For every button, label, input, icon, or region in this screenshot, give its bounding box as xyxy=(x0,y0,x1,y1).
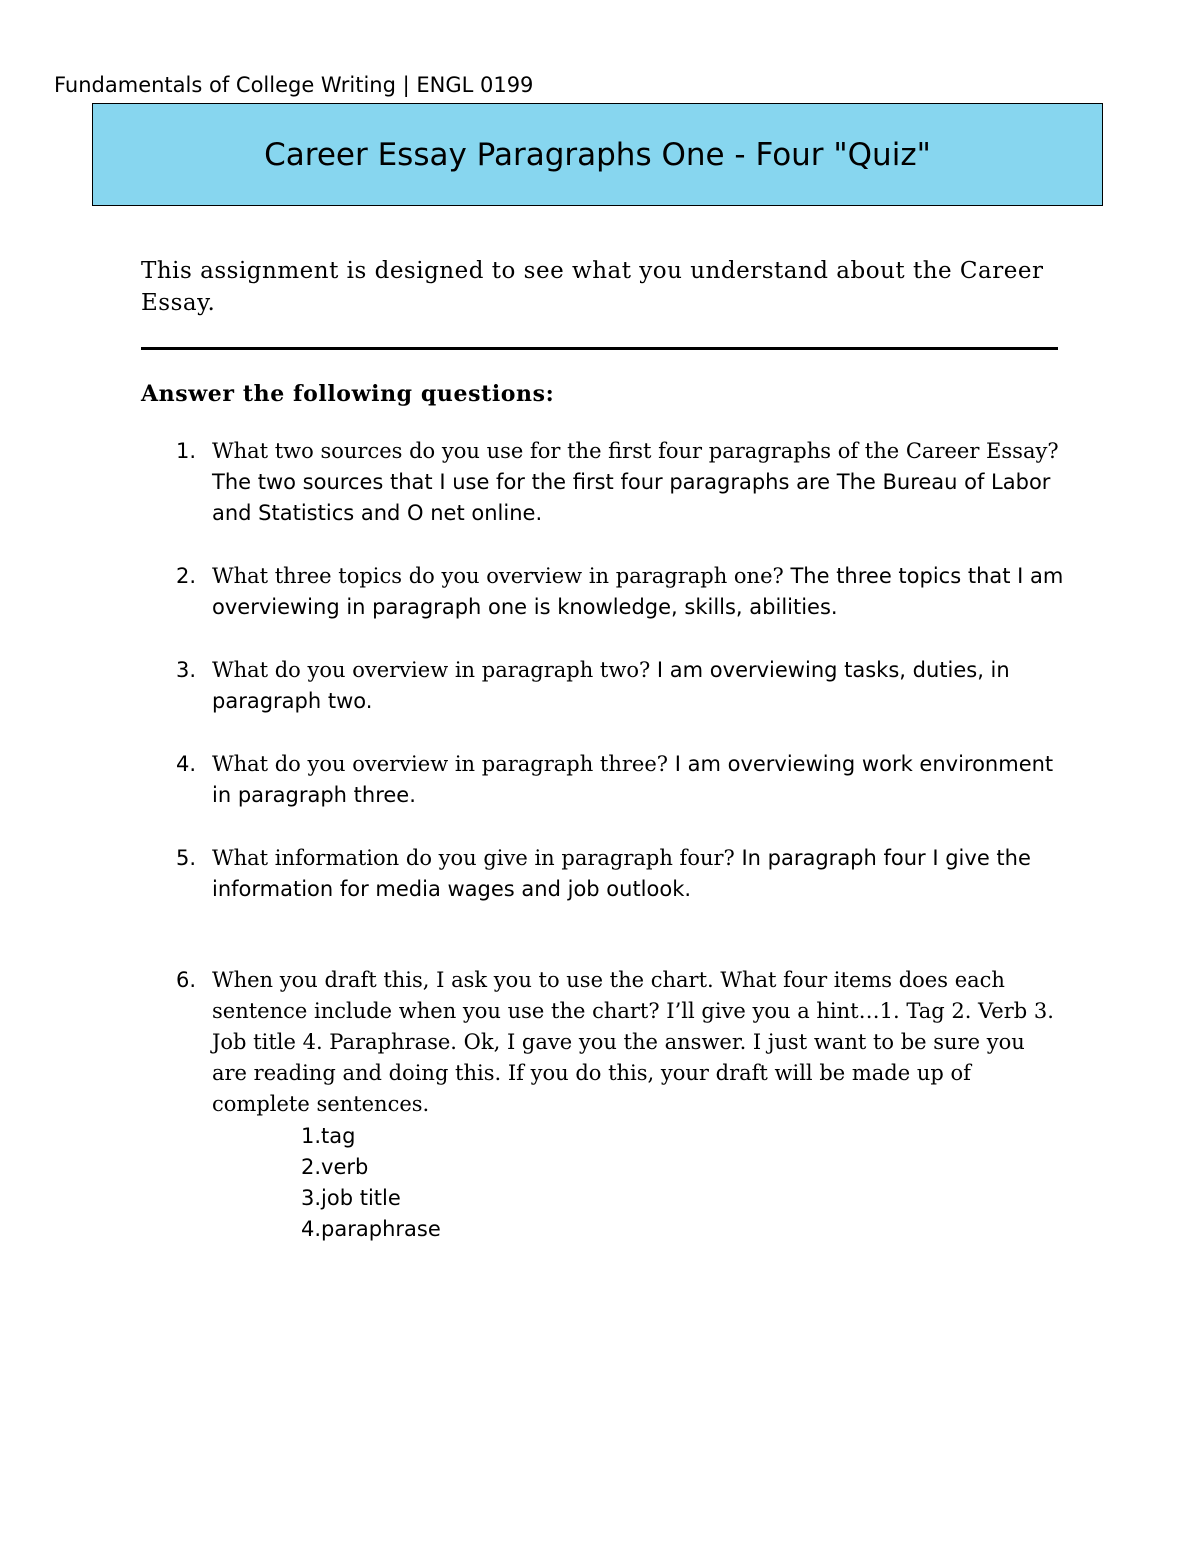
answer-list-item: 4.paraphrase xyxy=(301,1217,441,1241)
question-body xyxy=(212,655,1066,717)
question-body xyxy=(212,749,1066,811)
question-item-3 xyxy=(176,655,1066,717)
questions-heading: Answer the following questions: xyxy=(141,381,555,407)
question-item-2 xyxy=(176,561,1066,623)
question-text: What do you overview in paragraph three? xyxy=(212,752,669,776)
question-text: What do you overview in paragraph two? xyxy=(212,658,651,682)
question-number: 5. xyxy=(176,846,197,870)
intro-paragraph: This assignment is designed to see what you understand about the Career Essay. xyxy=(141,258,1044,316)
question-text: What three topics do you overview in paragraph one? xyxy=(212,564,784,588)
question-body xyxy=(212,561,1066,623)
question-text: When you draft this, I ask you to use the chart. What four items does each sentence include when you use the chart? I’ll give you a hint…1. Tag 2. Verb 3. Job title 4. Paraphrase. Ok, I gave you the answer. I just want to be sure you are reading and doing this. If you do this, your draft will be made up of complete sentences. xyxy=(212,968,1054,1116)
question-number: 3. xyxy=(176,658,197,682)
question-number: 2. xyxy=(176,564,197,588)
answer-list-item: 3.job title xyxy=(301,1186,401,1210)
answer-text: I am overviewing work environment in paragraph three. xyxy=(212,752,1054,807)
question-number: 4. xyxy=(176,752,197,776)
answer-list-item: 1.tag xyxy=(301,1124,356,1148)
answer-list xyxy=(301,1121,441,1245)
question-body xyxy=(212,965,1066,1120)
question-text: What information do you give in paragraph four? xyxy=(212,846,735,870)
horizontal-divider xyxy=(141,347,1058,350)
question-body xyxy=(212,436,1066,529)
answer-text: The two sources that I use for the first four paragraphs are The Bureau of Labor and Statistics and O net online. xyxy=(212,470,1051,525)
question-item-5 xyxy=(176,843,1066,905)
question-text: What two sources do you use for the first four paragraphs of the Career Essay? xyxy=(212,439,1059,463)
answer-text: I am overviewing tasks, duties, in paragraph two. xyxy=(212,658,1010,713)
question-number: 6. xyxy=(176,968,197,992)
question-number: 1. xyxy=(176,439,197,463)
answer-list-item: 2.verb xyxy=(301,1155,369,1179)
question-item-6 xyxy=(176,965,1066,1120)
title-banner xyxy=(92,103,1103,206)
question-item-4 xyxy=(176,749,1066,811)
question-item-1 xyxy=(176,436,1066,529)
question-body xyxy=(212,843,1066,905)
course-header: Fundamentals of College Writing | ENGL 0199 xyxy=(54,73,534,97)
answer-text: In paragraph four I give the information for media wages and job outlook. xyxy=(212,846,1031,901)
answer-text: The three topics that I am overviewing in paragraph one is knowledge, skills, abilities. xyxy=(212,564,1064,619)
document-title: Career Essay Paragraphs One - Four "Quiz" xyxy=(264,136,931,173)
